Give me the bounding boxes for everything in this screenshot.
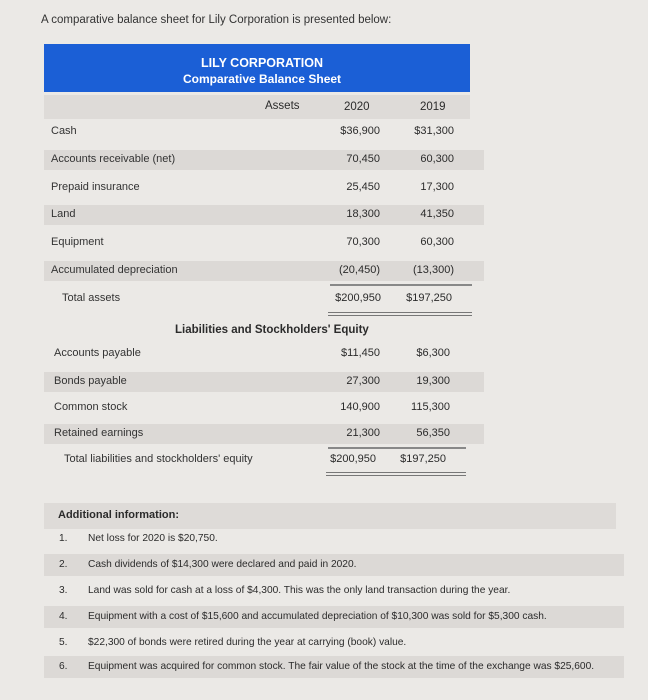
value-2020: 70,300	[346, 236, 380, 248]
year-2020-heading: 2020	[344, 101, 370, 113]
row-label: Common stock	[54, 401, 128, 413]
note-item	[44, 528, 624, 550]
table-row	[44, 178, 484, 198]
note-text: Equipment with a cost of $15,600 and accumulated depreciation of $10,300 was sold for $5,300 cash.	[88, 611, 547, 622]
value-2020: $11,450	[341, 347, 380, 359]
value-2019: $197,250	[406, 292, 452, 304]
table-row	[44, 150, 484, 170]
subtotal-rule	[328, 447, 466, 449]
table-row	[44, 233, 484, 253]
note-text: Net loss for 2020 is $20,750.	[88, 533, 218, 544]
value-2019: (13,300)	[413, 264, 454, 276]
table-row	[44, 424, 484, 444]
value-2020: $36,900	[340, 125, 380, 137]
value-2020: (20,450)	[339, 264, 380, 276]
value-2019: 60,300	[420, 153, 454, 165]
row-label: Accounts receivable (net)	[51, 153, 176, 165]
total-double-rule	[326, 472, 466, 476]
note-item	[44, 606, 624, 628]
value-2019: $31,300	[414, 125, 454, 137]
intro-text: A comparative balance sheet for Lily Corporation is presented below:	[41, 14, 392, 26]
assets-heading: Assets	[265, 100, 300, 112]
row-label: Bonds payable	[54, 375, 127, 387]
note-text: $22,300 of bonds were retired during the year at carrying (book) value.	[88, 637, 407, 648]
value-2019: 56,350	[416, 427, 450, 439]
value-2019: 19,300	[416, 375, 450, 387]
note-text: Land was sold for cash at a loss of $4,300. This was the only land transaction during the year.	[88, 585, 511, 596]
row-label: Cash	[51, 125, 77, 137]
table-row	[44, 122, 484, 142]
balance-sheet	[44, 44, 606, 676]
note-number: 3.	[59, 585, 68, 596]
note-item	[44, 580, 624, 602]
subtotal-rule	[330, 284, 472, 286]
value-2020: 70,450	[346, 153, 380, 165]
value-2019: 17,300	[420, 181, 454, 193]
table-row	[44, 344, 484, 364]
value-2020: $200,950	[335, 292, 381, 304]
additional-info-title: Additional information:	[58, 509, 179, 521]
table-row	[44, 205, 484, 225]
row-label: Retained earnings	[54, 427, 144, 439]
value-2020: $200,950	[330, 453, 376, 465]
value-2019: $197,250	[400, 453, 446, 465]
value-2019: 60,300	[420, 236, 454, 248]
table-row	[44, 261, 484, 281]
note-number: 5.	[59, 637, 68, 648]
note-item	[44, 632, 624, 654]
row-label: Accounts payable	[54, 347, 141, 359]
total-assets-row	[44, 289, 484, 309]
row-label: Land	[51, 208, 76, 220]
value-2020: 27,300	[346, 375, 380, 387]
additional-info-header	[44, 503, 616, 529]
liabilities-heading: Liabilities and Stockholders' Equity	[175, 324, 369, 336]
note-number: 4.	[59, 611, 68, 622]
row-label: Equipment	[51, 236, 104, 248]
value-2020: 140,900	[340, 401, 380, 413]
row-label: Prepaid insurance	[51, 181, 140, 193]
value-2020: 21,300	[346, 427, 380, 439]
column-header-row	[44, 95, 470, 119]
sheet-header	[44, 44, 470, 92]
value-2019: $6,300	[416, 347, 450, 359]
year-2019-heading: 2019	[420, 101, 446, 113]
note-text: Cash dividends of $14,300 were declared and paid in 2020.	[88, 559, 357, 570]
note-text: Equipment was acquired for common stock. The fair value of the stock at the time of the exchange was $25,600.	[88, 661, 595, 672]
value-2019: 41,350	[420, 208, 454, 220]
note-number: 1.	[59, 533, 68, 544]
note-number: 2.	[59, 559, 68, 570]
row-label: Total assets	[62, 292, 121, 304]
table-row	[44, 398, 484, 418]
table-row	[44, 372, 484, 392]
note-number: 6.	[59, 661, 68, 672]
value-2020: 18,300	[346, 208, 380, 220]
row-label: Total liabilities and stockholders' equity	[64, 453, 253, 465]
total-liabilities-row	[44, 450, 484, 470]
company-name: LILY CORPORATION	[200, 56, 323, 70]
note-item	[44, 656, 624, 678]
value-2019: 115,300	[411, 401, 450, 413]
value-2020: 25,450	[346, 181, 380, 193]
row-label: Accumulated depreciation	[51, 264, 178, 276]
sheet-title: Comparative Balance Sheet	[182, 72, 342, 86]
total-double-rule	[328, 312, 472, 316]
note-item	[44, 554, 624, 576]
